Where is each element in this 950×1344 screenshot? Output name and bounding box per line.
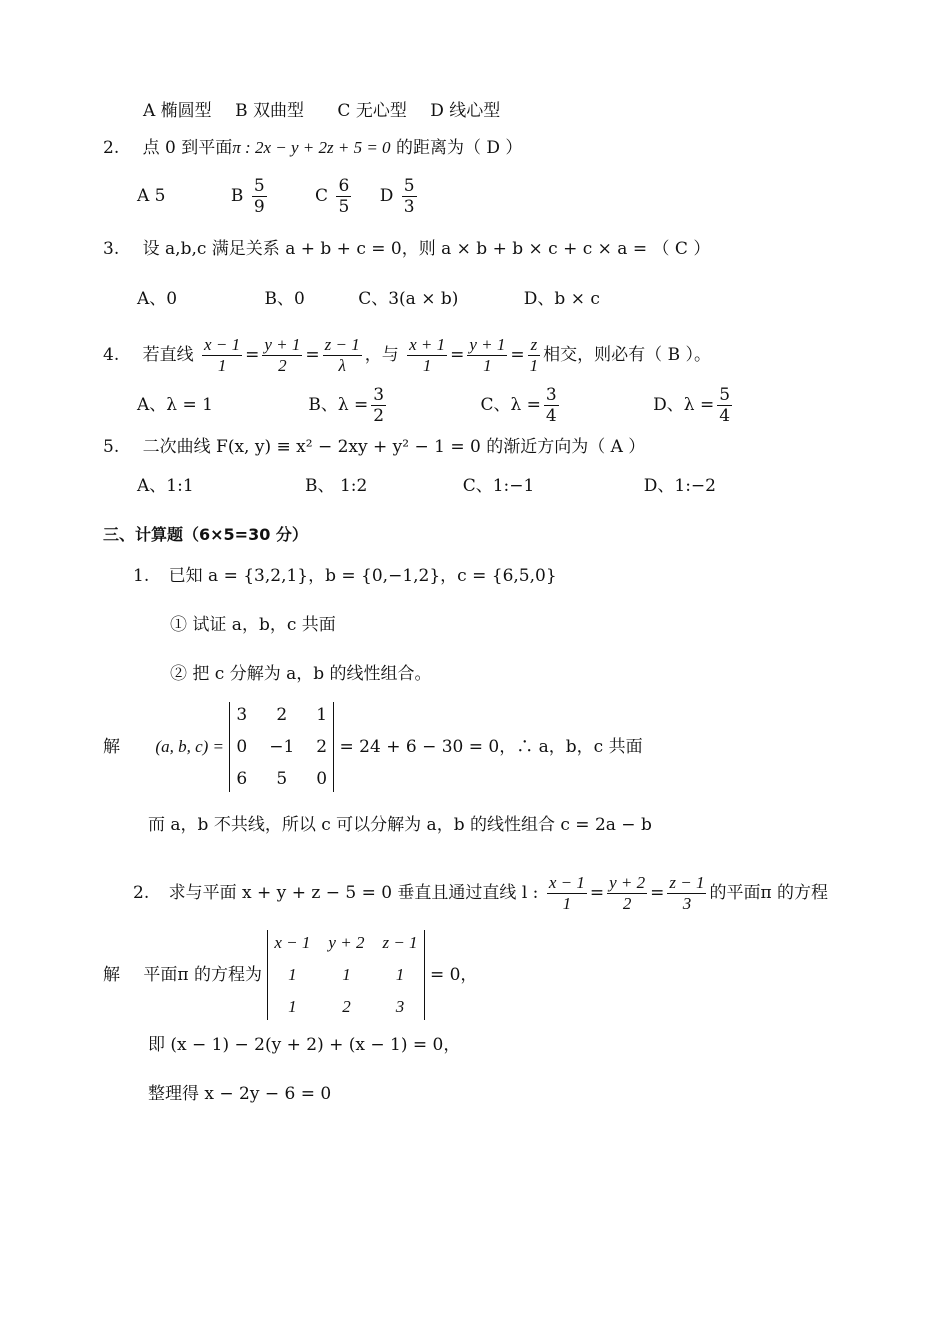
q5-opt-b: B、 1:2 [305,476,368,496]
q2-frac-c: $\frac{6}{5}$ [338,176,350,217]
q4-frac-5: $\frac{y + 1}{1}$ [469,335,506,375]
q4-opt-a: A、λ = 1 [137,395,213,415]
q2-frac-d: $\frac{5}{3}$ [403,176,415,217]
q3-options [137,288,600,310]
q4-mid: ，与 [364,345,399,365]
q4-opt-c: C、λ = [480,395,541,415]
q1-opt-d: D 线心型 [430,101,501,121]
q3-stem [103,238,710,260]
c1-item-1: ① 试证 a，b，c 共面 [170,615,336,635]
c1-sol-label: 解 [103,737,120,757]
c2-line-2: 整理得 x − 2y − 6 = 0 [148,1084,332,1104]
q4-frac-2: $\frac{y + 1}{2}$ [264,335,301,375]
q3-opt-d: D、b × c [523,289,600,309]
q2-post: 的距离为（ D ） [395,138,523,158]
q4-frac-d: $\frac{5}{4}$ [719,385,731,426]
q2-opt-c: C [315,186,329,206]
q1-opt-a: A 椭圆型 [143,101,212,121]
c1-rhs: = 24 + 6 − 30 = 0，∴ a，b，c 共面 [339,737,643,757]
c2-pre: 求与平面 x + y + z − 5 = 0 垂直且通过直线 l : [168,883,539,903]
q4-frac-3: $\frac{z - 1}{\lambda}$ [324,335,360,375]
q4-frac-b: $\frac{3}{2}$ [373,385,385,426]
q2-opt-a: A 5 [137,186,166,206]
q4-options [137,385,735,426]
q2-frac-b: $\frac{5}{9}$ [253,176,265,217]
q4-post: 相交，则必有（ B ）。 [543,345,711,365]
c2-num: 2. [133,883,150,903]
q1-opt-c: C 无心型 [337,101,407,121]
c2-solution [103,930,477,1020]
q2-opt-d: D [379,186,394,206]
c2-line-1: 即 (x − 1) − 2(y + 2) + (x − 1) = 0， [148,1035,461,1055]
q5-options [137,475,716,497]
q4-frac-c: $\frac{3}{4}$ [545,385,557,426]
c2-frac-1: $\frac{x - 1}{1}$ [548,873,585,913]
c2-rhs: = 0， [429,965,478,985]
q1-options [143,100,500,122]
q5-opt-a: A、1:1 [137,476,194,496]
q2-plane: π : 2x − y + 2z + 5 = 0 [232,138,391,157]
q5-opt-d: D、1:−2 [643,476,716,496]
q4-frac-1: $\frac{x - 1}{1}$ [204,335,241,375]
c1-determinant: 3 2 1 0 −1 2 6 5 0 [229,702,334,792]
q3-text: 设 a,b,c 满足关系 a + b + c = 0，则 a × b + b × c + c × a = （ C ） [142,239,711,259]
c1-solution [103,702,643,792]
q3-num: 3. [103,239,120,259]
c2-frac-3: $\frac{z - 1}{3}$ [669,873,705,913]
q4-opt-b: B、λ = [308,395,369,415]
q3-opt-c: C、3(a × b) [358,289,459,309]
q5-num: 5. [103,437,120,457]
q5-stem [103,436,645,458]
c2-sol-label: 解 [103,965,120,985]
c2-lhs: 平面π 的方程为 [143,965,262,985]
q2-stem [103,137,522,159]
q5-opt-c: C、1:−1 [462,476,535,496]
c2-frac-2: $\frac{y + 2}{2}$ [609,873,646,913]
q3-opt-b: B、0 [264,289,305,309]
c1-item-2: ② 把 c 分解为 a，b 的线性组合。 [170,664,432,684]
q1-opt-b: B 双曲型 [235,101,304,121]
q4-opt-d: D、λ = [653,395,715,415]
q2-options [137,176,420,217]
c1-conclusion: 而 a，b 不共线，所以 c 可以分解为 a，b 的线性组合 c = 2a − b [148,815,652,835]
q5-text: 二次曲线 F(x, y) ≡ x² − 2xy + y² − 1 = 0 的渐近方向为（ A ） [142,437,646,457]
q4-stem: 4. 若直线 $\frac{x - 1}{1}$ = $\frac{y + 1}{2}$ = $\frac{z - 1}{\lambda}$ ，与 $\frac{x + 1}{1}$ = $\frac{y + 1}{1}$ = $\frac{z}{1}$ 相交，则必有（ B ）。 [103,335,711,375]
c2-stem: 2. 求与平面 x + y + z − 5 = 0 垂直且通过直线 l : $\frac{x - 1}{1}$ = $\frac{y + 2}{2}$ = $\frac{z - 1}{3}$ 的平面π 的方程 [133,873,829,913]
q3-opt-a: A、0 [137,289,178,309]
q2-opt-b: B [230,186,244,206]
q4-frac-6: $\frac{z}{1}$ [529,335,539,375]
section-3-title: 三、计算题（6×5=30 分） [103,525,308,544]
c1-num: 1. [133,566,150,586]
c2-post: 的平面π 的方程 [709,883,829,903]
c2-determinant: x − 1 y + 2 z − 1 1 1 1 1 2 3 [267,930,424,1020]
q4-pre: 若直线 [142,345,194,365]
q4-frac-4: $\frac{x + 1}{1}$ [409,335,446,375]
c1-stem [133,565,557,587]
c1-text: 已知 a = {3,2,1}，b = {0,−1,2}，c = {6,5,0} [168,566,557,586]
q2-pre: 点 0 到平面 [142,138,233,158]
q2-num: 2. [103,138,120,158]
q4-num: 4. [103,345,120,365]
c1-lhs: (a, b, c) = [155,737,224,756]
